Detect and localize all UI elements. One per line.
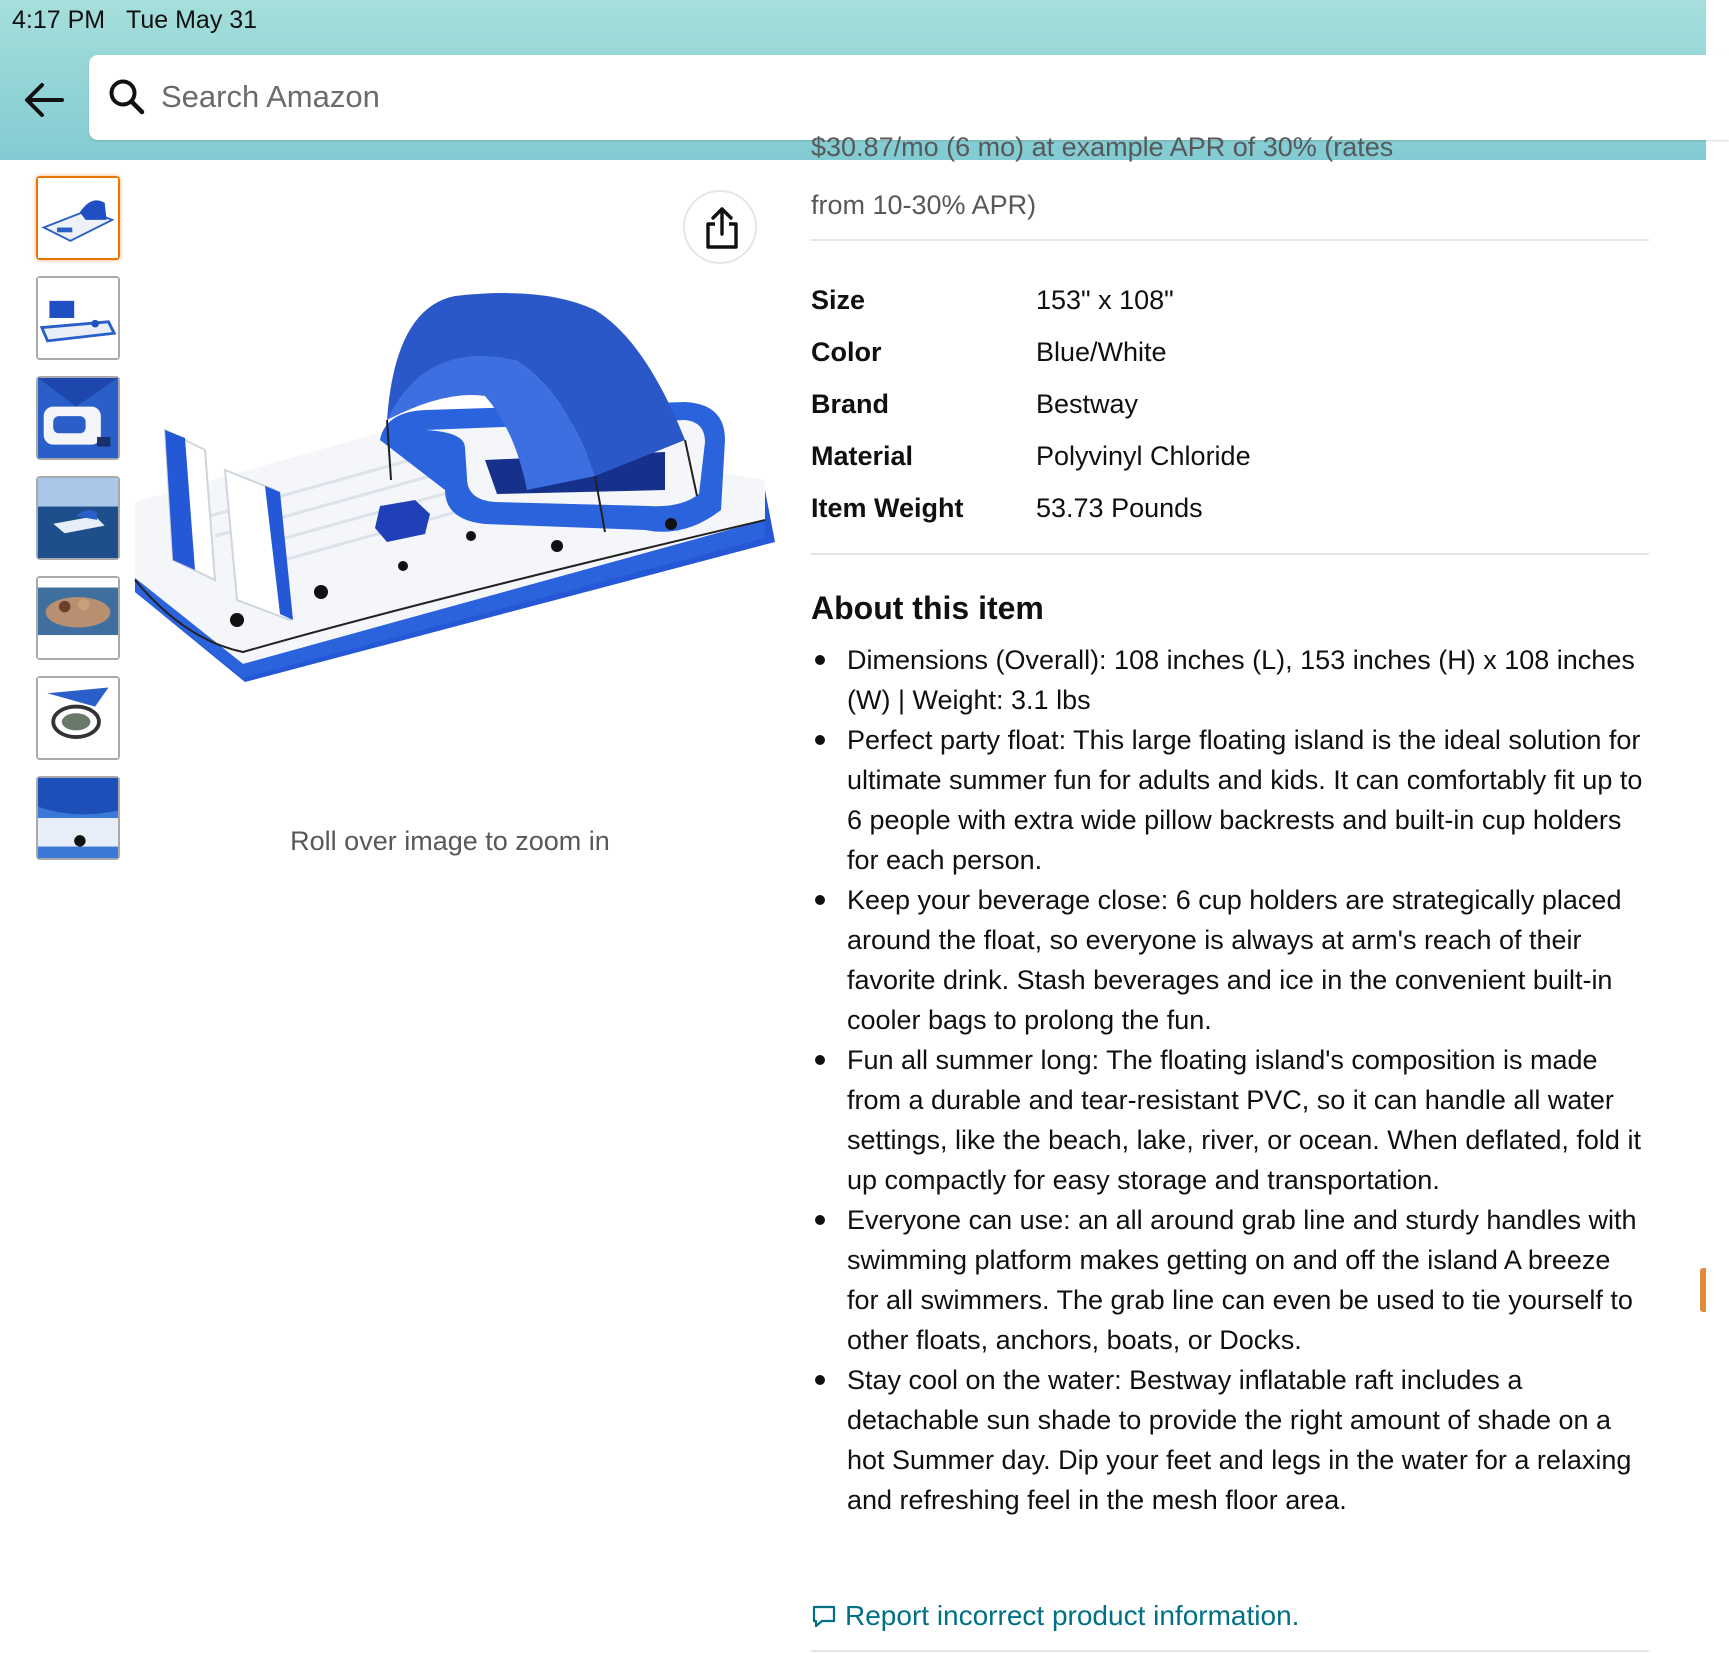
divider <box>811 1650 1649 1652</box>
spec-value: Polyvinyl Chloride <box>1036 441 1251 471</box>
spec-row-material <box>811 441 1649 493</box>
status-time: 4:17 PM <box>12 6 106 34</box>
spec-row-item-weight <box>811 493 1649 545</box>
share-icon <box>702 206 742 250</box>
spec-label: Material <box>811 441 914 471</box>
float-top-thumbnail-image <box>38 378 118 458</box>
spec-value: Blue/White <box>1036 337 1167 367</box>
people-on-float-thumbnail-image <box>38 578 118 658</box>
bullet-item: Dimensions (Overall): 108 inches (L), 153 inches (H) x 108 inches (W) | Weight: 3.1 lbs <box>811 640 1649 720</box>
bullet-item: Stay cool on the water: Bestway inflatable raft includes a detachable sun shade to provide the right amount of shade on a hot Summer day. Dip your feet and legs in the water for a relaxing and refreshing feel in the mesh floor area. <box>811 1360 1649 1520</box>
spec-label: Color <box>811 337 882 367</box>
cooler-bag-thumbnail-image <box>38 678 118 758</box>
scroll-indicator <box>1700 1268 1706 1312</box>
about-bullets <box>811 640 1649 1520</box>
financing-line-1: $30.87/mo (6 mo) at example APR of 30% (rates <box>811 132 1394 162</box>
divider <box>811 239 1649 241</box>
status-date: Tue May 31 <box>126 6 258 34</box>
spec-label: Item Weight <box>811 493 964 523</box>
spec-label: Brand <box>811 389 890 419</box>
spec-value: 53.73 Pounds <box>1036 493 1203 523</box>
financing-line-2: from 10-30% APR) <box>811 190 1037 220</box>
thumbnail-4[interactable] <box>36 476 120 560</box>
arrow-left-icon <box>20 76 68 124</box>
spec-value: Bestway <box>1036 389 1139 419</box>
float-water-thumbnail-image <box>38 478 118 558</box>
thumbnail-1[interactable] <box>36 176 120 260</box>
share-button[interactable] <box>683 190 757 264</box>
report-link-label[interactable]: Report incorrect product information. <box>845 1600 1300 1631</box>
thumbnail-7[interactable] <box>36 776 120 860</box>
zoom-hint: Roll over image to zoom in <box>290 826 610 856</box>
bullet-item: Everyone can use: an all around grab line and sturdy handles with swimming platform makes getting on and off the island A breeze for all swimmers. The grab line can even be used to tie yourself to other floats, anchors, boats, or Docks. <box>811 1200 1649 1360</box>
spec-row-brand <box>811 389 1649 441</box>
product-image[interactable] <box>125 280 775 700</box>
search-icon <box>107 77 147 117</box>
report-link[interactable] <box>811 1600 1299 1632</box>
search-bar[interactable] <box>89 55 1729 140</box>
financing-text <box>811 132 1649 222</box>
spec-value: 153" x 108" <box>1036 285 1174 315</box>
thumbnail-2[interactable] <box>36 276 120 360</box>
float-side-thumbnail-image <box>38 278 118 358</box>
float-thumbnail-image <box>38 178 118 258</box>
thumbnail-3[interactable] <box>36 376 120 460</box>
about-title: About this item <box>811 590 1044 626</box>
spec-table <box>811 285 1649 545</box>
bullet-item: Fun all summer long: The floating island's composition is made from a durable and tear-resistant PVC, so it can handle all water settings, like the beach, lake, river, or ocean. When deflated, fold it up compactly for easy storage and transportation. <box>811 1040 1649 1200</box>
canopy-thumbnail-image <box>38 778 118 858</box>
thumbnail-6[interactable] <box>36 676 120 760</box>
back-button[interactable] <box>20 76 68 124</box>
bullet-item: Perfect party float: This large floating island is the ideal solution for ultimate summer fun for adults and kids. It can comfortably fit up to 6 people with extra wide pillow backrests and built-in cup holders for each person. <box>811 720 1649 880</box>
spec-row-color <box>811 337 1649 389</box>
divider <box>811 553 1649 555</box>
search-input[interactable] <box>161 69 1561 125</box>
comment-icon <box>811 1603 837 1629</box>
spec-label: Size <box>811 285 866 315</box>
spec-row-size <box>811 285 1649 337</box>
bullet-item: Keep your beverage close: 6 cup holders are strategically placed around the float, so everyone is always at arm's reach of their favorite drink. Stash beverages and ice in the convenient built-in cooler bags to prolong the fun. <box>811 880 1649 1040</box>
thumbnail-5[interactable] <box>36 576 120 660</box>
